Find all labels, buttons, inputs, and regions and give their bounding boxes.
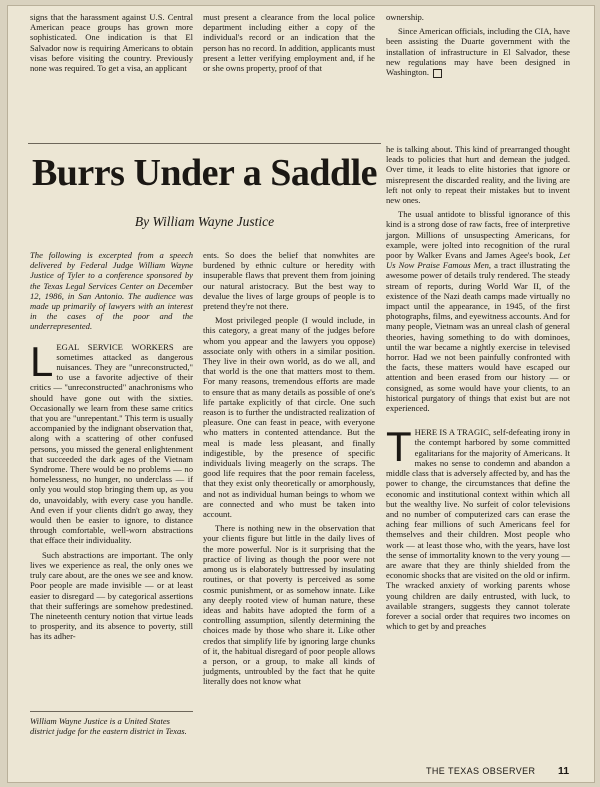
article-column-1 xyxy=(30,250,193,646)
article-col2-para-1: ents. So does the belief that nonwhites are burdened by ethnic culture or heredity with insuperable flaws that prevent them from joining our natural aristocracy. But the best way to devalue the lives of large groups of people is to pretend they're not there. xyxy=(203,250,375,312)
author-footnote: William Wayne Justice is a United States district judge for the eastern district in Texas. xyxy=(30,711,193,736)
article-col1-para-1-body: EGAL SERVICE WORKERS are sometimes attacked as dangerous nuisances. They are "unreconstructed," to use a favorite adjective of their critics — "unreconstructed" anachronisms who should have gone out with the sixties. Occasionally we learn from these same critics that you are "unrepentant." This term is usually accompanied by the indignant observation that, along with a scattering of other confused persons, you missed the general enlightenment that succeeded the dark ages of the Vietnam Syndrome. There would be no problems — no homelessness, no hunger, no underclass — if only you would stop bringing them up, as you do, unavoidably, with every case you handle. And even if your clients didn't go away, they would then be easier to ignore, to distance through comfortable, well-worn abstractions that efface their individuality. xyxy=(30,341,193,546)
top-col3-text-1: ownership. xyxy=(386,12,424,22)
top-col2-text: must present a clearance from the local police department including either a copy of the individual's record or an indication that the person has no record. In addition, applicants must present a letter verifying employment and, if he or she owns property, proof of that xyxy=(203,12,375,74)
article-col3-para-2 xyxy=(386,209,570,413)
article-column-2 xyxy=(203,250,375,691)
article-col3-para-2-a: The usual antidote to blissful ignorance of this kind is a strong dose of raw facts, free of interpretive jargon. Millions of unsuspecting Americans, for example, were jolted into recognition of the rural poor by Walker Evans and James Agee's book, xyxy=(386,209,570,261)
article-col2-para-3: There is nothing new in the observation that your clients figure but little in the daily lives of the more powerful. Nor is it surprising that the practice of living as though the poor were not among us is elaborately buttressed by insulating routines, or that poverty is perceived as some cosmic punishment, or as somehow innate. Like any deeply rooted view of human nature, these ideas and habits have adopted the form of a controlling assumption, silently determining the choices made by those who share it. Like other credos that simplify life by ignoring large chunks of it, the habitual disregard of poor people allows a person, or a group, to make all kinds of judgments, untroubled by the fact that he quite literally does not know what xyxy=(203,523,375,687)
article-column-3 xyxy=(386,144,570,635)
column-spacer xyxy=(386,417,570,427)
magazine-page xyxy=(8,6,594,782)
top-col1-text: signs that the harassment against U.S. Central American peace groups has grown more sophisticated. One indication is that El Salvador now is requiring Americans to obtain visas before visiting the country. Previously none was required. To get a visa, an applicant xyxy=(30,12,193,74)
top-column-2 xyxy=(203,12,375,77)
top-col3-text-2 xyxy=(386,26,570,77)
top-column-3 xyxy=(386,12,570,82)
page-number: 11 xyxy=(558,765,570,777)
article-col3-para-3-body: HERE IS A TRAGIC, self-defeating irony in the contempt harbored by some committed egalitarians for the majority of Americans. It makes no sense to condemn and abandon a middle class that is adversely affected by, and has the power to change, the circumstances that define the economic and institutional context within which all but the wealthy live. No surfeit of color televisions and no number of computerized cars can erase the aching fear millions of such Americans feel for themselves and their children. Most people who work — at least those who, with the years, have lost the sense of immortality known to the very young — are aware that they are thinly shielded from the economic shocks that are visited on the old or infirm. The wracked anxiety of working parents whose young children are daily entrusted, with luck, to available strangers, suggests they cannot tolerate forever a social order that requires two incomes on which to get by and preaches xyxy=(386,427,570,632)
drop-cap-2: T xyxy=(386,423,412,471)
end-mark-icon xyxy=(433,69,442,78)
top-column-1 xyxy=(30,12,193,77)
article-col3-para-3 xyxy=(386,423,570,632)
article-intro: The following is excerpted from a speech delivered by Federal Judge William Wayne Justice of Tyler to a conference sponsored by the Texas Legal Services Center on December 12, 1986, in San Antonio. The audience was made up primarily of lawyers with an interest in the cases of the poor and the underrepresented. xyxy=(30,250,193,332)
article-col3-para-2-b: , a tract illustrating the awesome power of details truly rendered. The steady stream of reports, during World War II, of the existence of the Nazi death camps made virtually no impact until the appearance, in 1945, of the first photographs, films, and eyewitness accounts. And for many people, Vietnam was an unreal clash of general theories, having something to do with dominoes, until the war became a nightly exercise in televised horror. Had we not been painfully confronted with the facts, these matters would have escaped our attention and been erased from our history — or consigned, as some would have your clients, to an historical purgatory of things that exist but are not experienced. xyxy=(386,260,571,414)
section-divider xyxy=(28,143,381,144)
book-title: Let Us Now Praise Famous Men xyxy=(386,250,570,271)
publication-name: THE TEXAS OBSERVER xyxy=(426,766,536,776)
article-col3-para-1: he is talking about. This kind of prearranged thought leads to policies that hurt and demean the judged. Over time, it leads to elite histories that ignore or misrepresent the discarded reality, and the living are left not only to repeat their mistakes but to invent new ones. xyxy=(386,144,570,206)
drop-cap: L xyxy=(30,337,54,385)
article-col1-para-2: Such abstractions are important. The only lives we experience as real, the only ones we truly care about, are the ones we see and know. Poor people are made invisible — or at least easier to disregard — by categorical assertions that their sufferings are somehow predestined. The nineteenth century notion that virtue leads to prosperity, and its absence to poverty, still has its adher- xyxy=(30,549,193,642)
article-title: Burrs Under a Saddle xyxy=(31,152,378,194)
article-byline: By William Wayne Justice xyxy=(134,214,275,229)
article-col1-para-1 xyxy=(30,337,193,546)
top-col3-text-2-body: Since American officials, including the CIA, have been assisting the Duarte government with the installation of infrastructure in El Salvador, these new regulations may have been designed in Washington. xyxy=(386,26,570,78)
article-col2-para-2: Most privileged people (I would include, in this category, a great many of the judges before whom you appear and the lawyers you oppose) associate only with others in a similar position. They live in their own world, as do we all, and that world is the one that matters most to them. For many reasons, tremendous efforts are made to ensure that as many details as possible of one's life partake explicitly of that circle. One such reason is to further the undistracted realization of pleasure. One can feast in peace, with everyone who matters in contented attendance. But the meal is made less pleasant, and finally indigestible, by the presence of specific individuals living meagerly on the scraps. The good life requires that the poor remain faceless, that they exist only theoretically or amorphously, and not as individual human beings to whom we are connected and who must be taken into account. xyxy=(203,315,375,520)
